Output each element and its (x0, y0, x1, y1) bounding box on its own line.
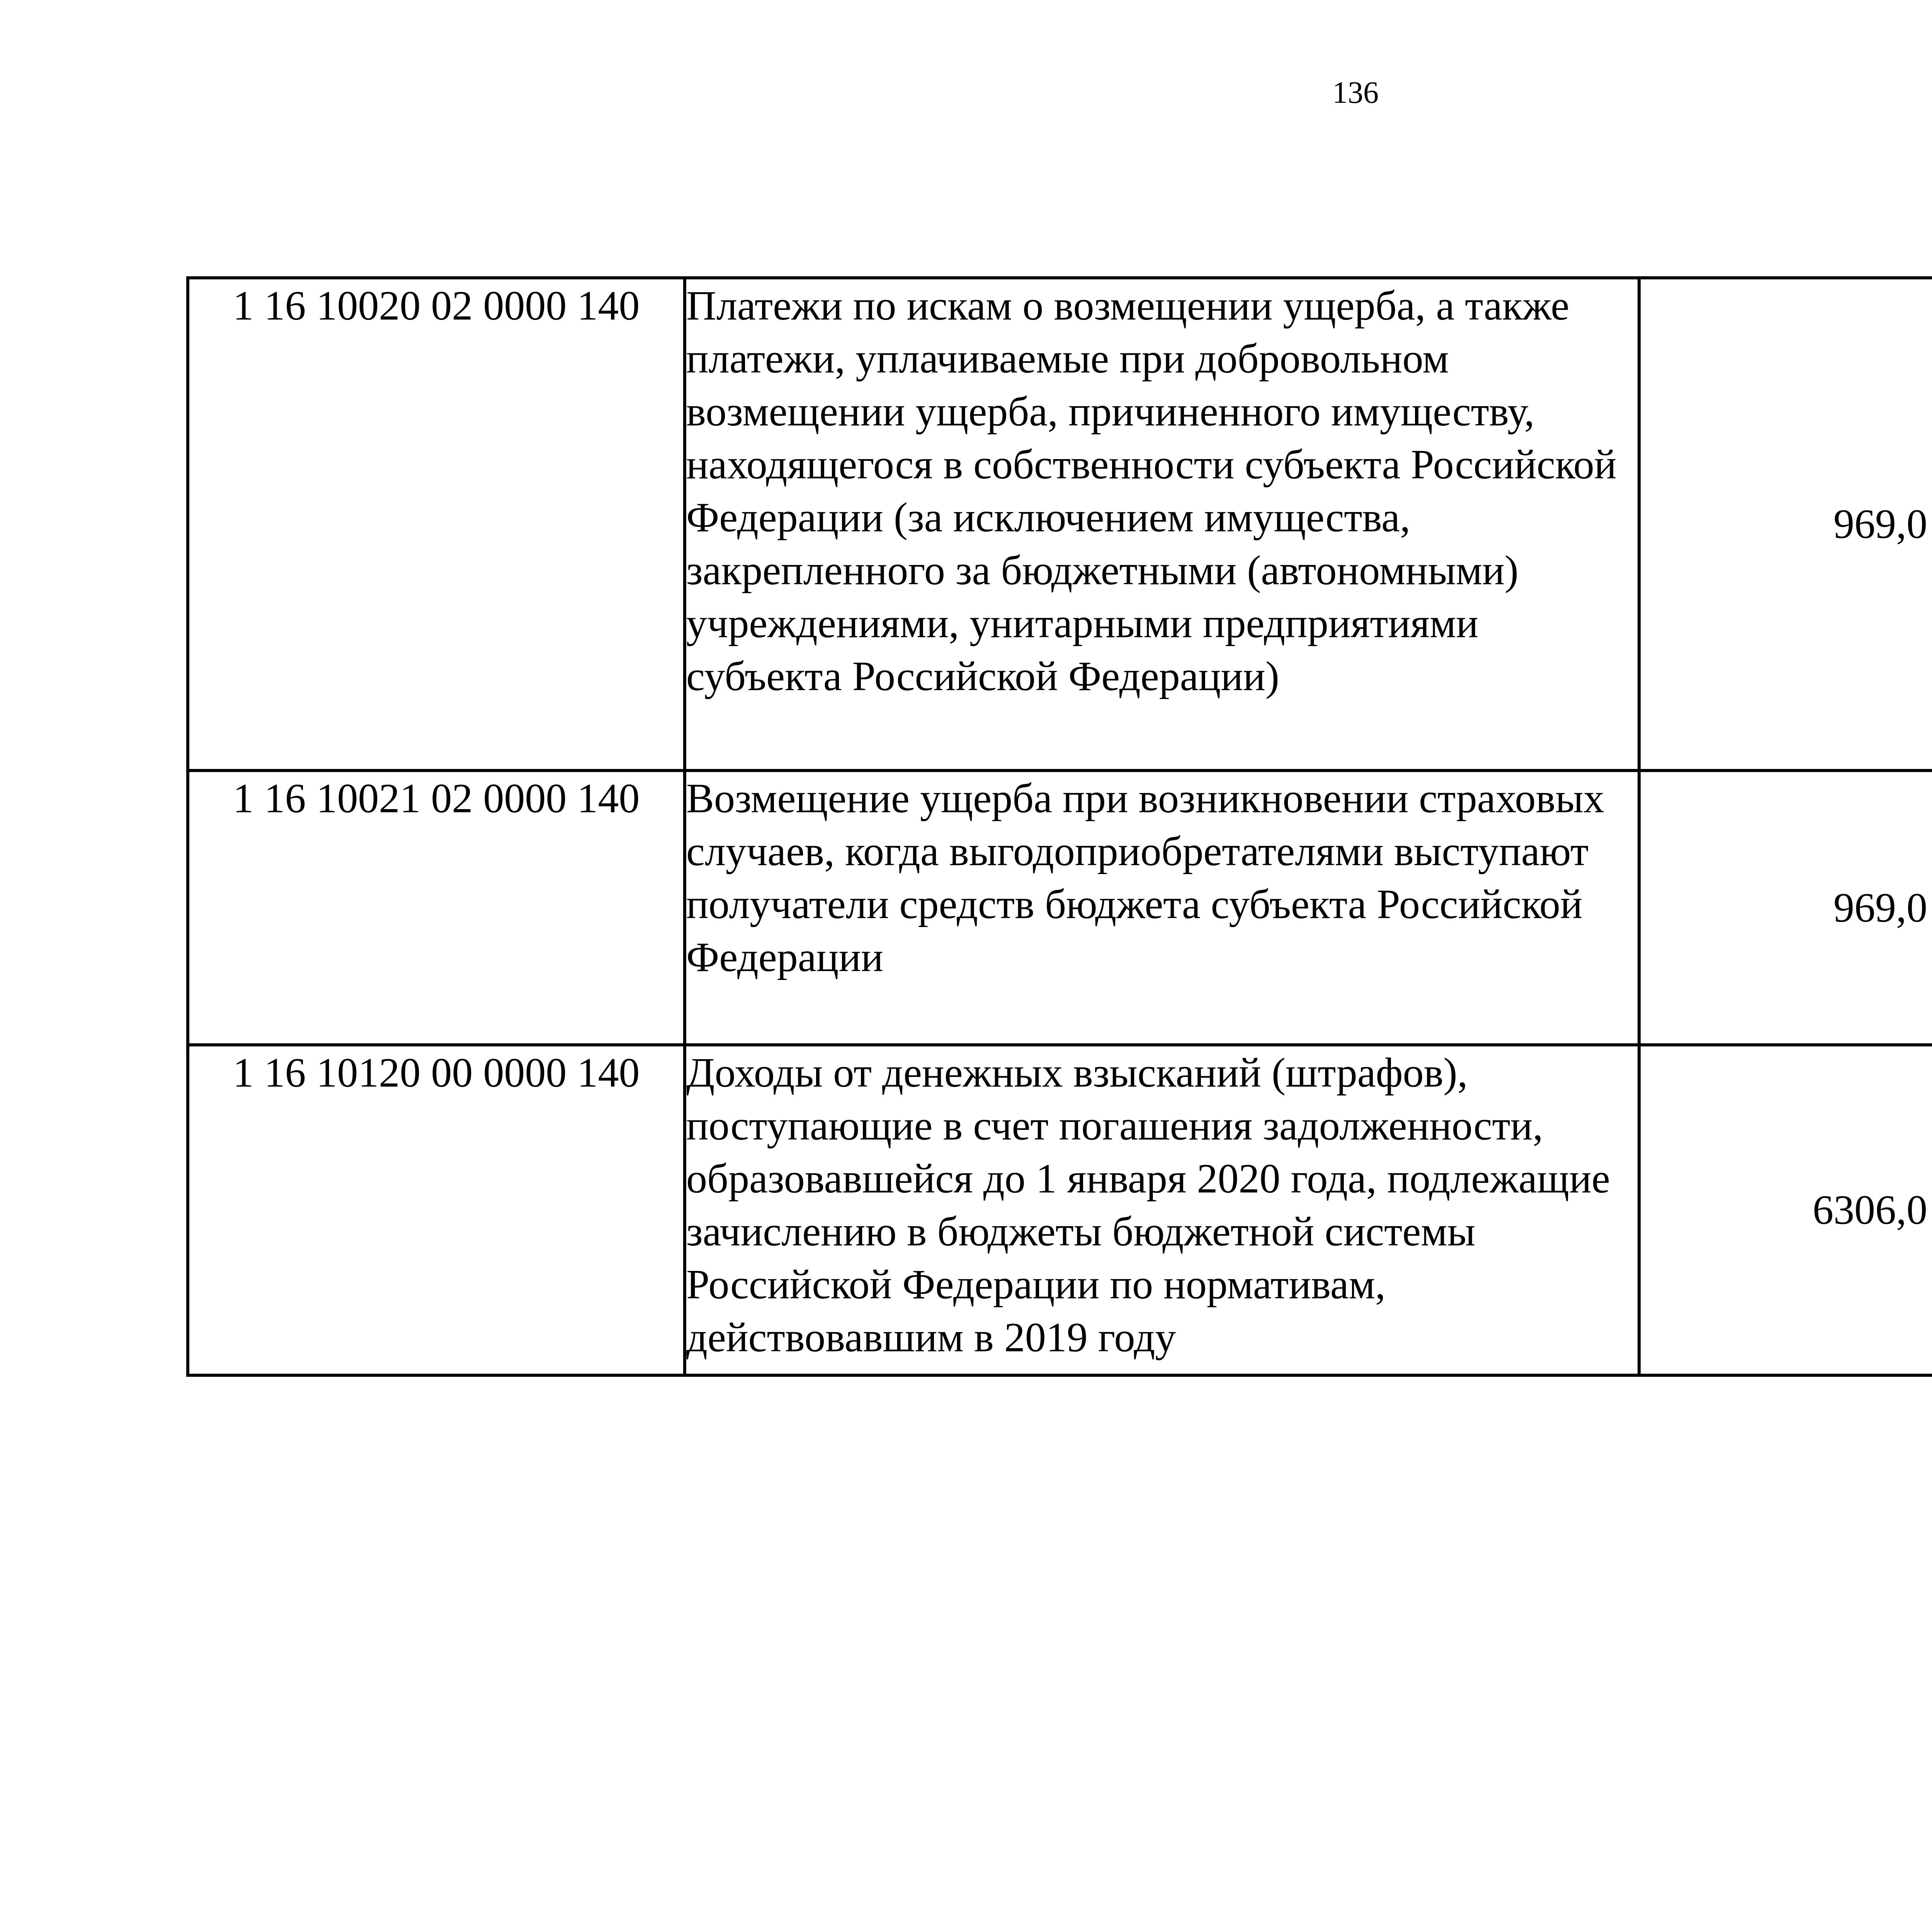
amount-year-1: 6306,0 (1639, 1045, 1932, 1375)
budget-classification-code: 1 16 10120 00 0000 140 (188, 1045, 685, 1375)
amount-year-1: 969,0 (1639, 771, 1932, 1045)
budget-classification-code: 1 16 10021 02 0000 140 (188, 771, 685, 1045)
revenue-description: Доходы от денежных взысканий (штрафов), поступающие в счет погашения задолженности, образовавшейся до 1 января 2020 года, подлежащие зачислению в бюджеты бюджетной системы Российской Федерации по нормативам, действовавшим в 2019 году (685, 1045, 1639, 1375)
table-row (188, 1045, 1932, 1375)
amount-year-1: 969,0 (1639, 278, 1932, 771)
budget-revenue-table (186, 276, 1932, 1377)
table-row (188, 771, 1932, 1045)
page-number: 136 (1332, 76, 1379, 110)
revenue-description: Возмещение ущерба при возникновении страховых случаев, когда выгодоприобретателями выступают получатели средств бюджета субъекта Российской Федерации (685, 771, 1639, 1045)
table-row (188, 278, 1932, 771)
revenue-description: Платежи по искам о возмещении ущерба, а также платежи, уплачиваемые при добровольном возмещении ущерба, причиненного имуществу, находящегося в собственности субъекта Российской Федерации (за исключением имущества, закрепленного за бюджетными (автономными) учреждениями, унитарными предприятиями субъекта Российской Федерации) (685, 278, 1639, 771)
budget-classification-code: 1 16 10020 02 0000 140 (188, 278, 685, 771)
